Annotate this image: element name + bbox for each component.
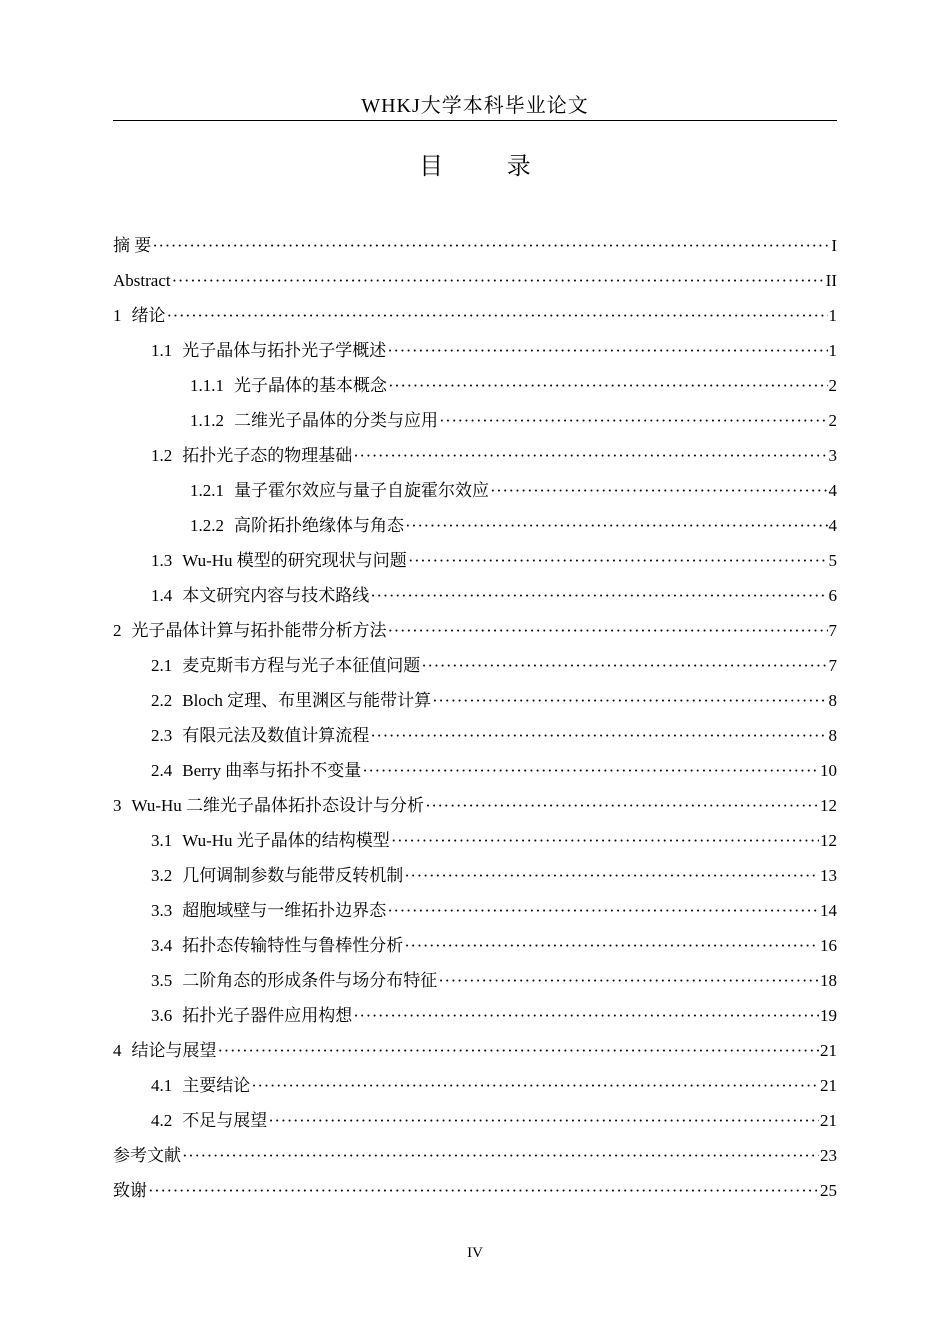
toc-dot-leader bbox=[353, 998, 819, 1033]
toc-dot-leader bbox=[353, 438, 827, 473]
toc-entry-page: 12 bbox=[820, 831, 837, 850]
toc-entry[interactable] bbox=[113, 438, 837, 473]
toc-entry[interactable] bbox=[113, 998, 837, 1033]
toc-entry-label: 拓扑光子态的物理基础 bbox=[182, 446, 353, 465]
toc-entry-page: 12 bbox=[820, 796, 837, 815]
toc-entry[interactable] bbox=[113, 1173, 837, 1208]
page-number: IV bbox=[467, 1245, 483, 1261]
toc-entry-label: 量子霍尔效应与量子自旋霍尔效应 bbox=[234, 481, 489, 500]
header-rule bbox=[113, 120, 837, 121]
toc-entry-number: 1.4 bbox=[151, 586, 173, 605]
toc-entry-page: 7 bbox=[828, 621, 837, 640]
toc-entry-page: 8 bbox=[828, 691, 837, 710]
toc-entry-label: 光子晶体计算与拓扑能带分析方法 bbox=[131, 621, 387, 640]
toc-entry-page: 7 bbox=[828, 656, 837, 675]
table-of-contents bbox=[113, 228, 837, 1208]
toc-entry-number: 2.3 bbox=[151, 726, 173, 745]
toc-entry[interactable] bbox=[113, 298, 837, 333]
toc-entry-number: 2.2 bbox=[151, 691, 173, 710]
toc-entry-number: 1.2.1 bbox=[190, 481, 224, 500]
toc-dot-leader bbox=[387, 333, 827, 368]
toc-entry[interactable] bbox=[113, 1033, 837, 1068]
toc-entry-label: Bloch 定理、布里渊区与能带计算 bbox=[182, 691, 432, 710]
toc-entry-page: 5 bbox=[828, 551, 837, 570]
toc-dot-leader bbox=[152, 228, 830, 263]
toc-entry-label: 光子晶体的基本概念 bbox=[234, 376, 387, 395]
toc-entry[interactable] bbox=[113, 473, 837, 508]
toc-entry-page: 1 bbox=[828, 306, 837, 325]
toc-entry-page: 2 bbox=[828, 376, 837, 395]
toc-entry[interactable] bbox=[113, 753, 837, 788]
toc-dot-leader bbox=[404, 858, 819, 893]
toc-entry-page: 1 bbox=[828, 341, 837, 360]
toc-dot-leader bbox=[405, 508, 828, 543]
toc-entry-number: 3.5 bbox=[151, 971, 173, 990]
toc-entry-label: 摘 要 bbox=[113, 236, 152, 255]
toc-dot-leader bbox=[408, 543, 828, 578]
toc-entry-page: 2 bbox=[828, 411, 837, 430]
toc-dot-leader bbox=[268, 1103, 819, 1138]
toc-entry-label: 结论与展望 bbox=[131, 1041, 217, 1060]
toc-entry[interactable] bbox=[113, 543, 837, 578]
toc-entry-page: 23 bbox=[820, 1146, 837, 1165]
toc-entry-number: 1.1 bbox=[151, 341, 173, 360]
toc-dot-leader bbox=[421, 648, 827, 683]
toc-dot-leader bbox=[432, 683, 827, 718]
toc-dot-leader bbox=[439, 403, 828, 438]
toc-entry-number: 3.3 bbox=[151, 901, 173, 920]
toc-entry-label: 拓扑光子器件应用构想 bbox=[182, 1006, 353, 1025]
toc-entry-number: 4.2 bbox=[151, 1111, 173, 1130]
toc-entry[interactable] bbox=[113, 648, 837, 683]
toc-dot-leader bbox=[388, 613, 828, 648]
toc-entry-label: 主要结论 bbox=[182, 1076, 251, 1095]
toc-entry[interactable] bbox=[113, 788, 837, 823]
toc-entry-label: 二维光子晶体的分类与应用 bbox=[234, 411, 438, 430]
toc-entry-page: 13 bbox=[820, 866, 837, 885]
toc-entry-number: 3.4 bbox=[151, 936, 173, 955]
toc-entry[interactable] bbox=[113, 1138, 837, 1173]
toc-entry-page: 10 bbox=[820, 761, 837, 780]
toc-entry-page: II bbox=[825, 271, 837, 290]
toc-entry[interactable] bbox=[113, 1103, 837, 1138]
toc-entry-page: 21 bbox=[820, 1041, 837, 1060]
toc-dot-leader bbox=[370, 718, 827, 753]
toc-entry[interactable] bbox=[113, 368, 837, 403]
toc-entry[interactable] bbox=[113, 333, 837, 368]
toc-entry-page: 6 bbox=[828, 586, 837, 605]
toc-entry-number: 3.6 bbox=[151, 1006, 173, 1025]
toc-dot-leader bbox=[148, 1173, 819, 1208]
toc-dot-leader bbox=[388, 368, 828, 403]
toc-entry-page: 19 bbox=[820, 1006, 837, 1025]
toc-dot-leader bbox=[391, 823, 819, 858]
toc-entry-number: 2.1 bbox=[151, 656, 173, 675]
toc-entry-number: 1.1.2 bbox=[190, 411, 224, 430]
toc-entry-page: 21 bbox=[820, 1111, 837, 1130]
toc-entry[interactable] bbox=[113, 928, 837, 963]
toc-entry-page: 8 bbox=[828, 726, 837, 745]
toc-entry[interactable] bbox=[113, 858, 837, 893]
toc-entry-label: Wu-Hu 模型的研究现状与问题 bbox=[182, 551, 407, 570]
toc-dot-leader bbox=[362, 753, 819, 788]
toc-entry-label: Abstract bbox=[113, 271, 171, 290]
toc-entry-label: 麦克斯韦方程与光子本征值问题 bbox=[182, 656, 421, 675]
toc-dot-leader bbox=[172, 263, 825, 298]
toc-entry[interactable] bbox=[113, 508, 837, 543]
toc-entry-label: 二阶角态的形成条件与场分布特征 bbox=[182, 971, 438, 990]
toc-entry-label: 绪论 bbox=[131, 306, 166, 325]
toc-entry-label: 参考文献 bbox=[113, 1146, 181, 1165]
toc-entry-label: 几何调制参数与能带反转机制 bbox=[182, 866, 404, 885]
toc-entry-page: 18 bbox=[820, 971, 837, 990]
toc-dot-leader bbox=[251, 1068, 819, 1103]
toc-dot-leader bbox=[404, 928, 819, 963]
toc-entry[interactable] bbox=[113, 963, 837, 998]
toc-entry-label: 拓扑态传输特性与鲁棒性分析 bbox=[182, 936, 404, 955]
toc-entry[interactable] bbox=[113, 1068, 837, 1103]
toc-entry-label: 本文研究内容与技术路线 bbox=[182, 586, 370, 605]
toc-entry-number: 4.1 bbox=[151, 1076, 173, 1095]
toc-entry[interactable] bbox=[113, 403, 837, 438]
toc-entry[interactable] bbox=[113, 683, 837, 718]
toc-entry-page: 14 bbox=[820, 901, 837, 920]
toc-entry-label: Berry 曲率与拓扑不变量 bbox=[182, 761, 362, 780]
toc-dot-leader bbox=[438, 963, 819, 998]
running-header: WHKJ大学本科毕业论文 bbox=[361, 95, 589, 117]
toc-entry-page: 21 bbox=[820, 1076, 837, 1095]
toc-entry-number: 1.2 bbox=[151, 446, 173, 465]
toc-entry-label: 致谢 bbox=[113, 1181, 147, 1200]
toc-entry-number: 3.2 bbox=[151, 866, 173, 885]
toc-entry[interactable] bbox=[113, 893, 837, 928]
toc-entry-label: 不足与展望 bbox=[182, 1111, 268, 1130]
toc-dot-leader bbox=[218, 1033, 820, 1068]
toc-entry-number: 2.4 bbox=[151, 761, 173, 780]
toc-entry-label: Wu-Hu 光子晶体的结构模型 bbox=[182, 831, 390, 850]
toc-entry-page: 16 bbox=[820, 936, 837, 955]
toc-entry[interactable] bbox=[113, 228, 837, 263]
toc-dot-leader bbox=[370, 578, 827, 613]
toc-entry[interactable] bbox=[113, 823, 837, 858]
toc-entry-number: 1 bbox=[113, 306, 122, 325]
toc-entry[interactable] bbox=[113, 718, 837, 753]
toc-entry[interactable] bbox=[113, 578, 837, 613]
toc-entry-number: 2 bbox=[113, 621, 122, 640]
toc-entry-number: 4 bbox=[113, 1041, 122, 1060]
toc-entry-label: 超胞域壁与一维拓扑边界态 bbox=[182, 901, 387, 920]
toc-dot-leader bbox=[425, 788, 819, 823]
toc-entry[interactable] bbox=[113, 263, 837, 298]
toc-dot-leader bbox=[387, 893, 819, 928]
toc-entry-label: 高阶拓扑绝缘体与角态 bbox=[234, 516, 404, 535]
toc-dot-leader bbox=[490, 473, 828, 508]
toc-entry-page: 4 bbox=[828, 516, 837, 535]
toc-entry-number: 3.1 bbox=[151, 831, 173, 850]
toc-entry-label: Wu-Hu 二维光子晶体拓扑态设计与分析 bbox=[131, 796, 425, 815]
toc-entry-label: 光子晶体与拓扑光子学概述 bbox=[182, 341, 387, 360]
toc-dot-leader bbox=[167, 298, 828, 333]
toc-title: 目 录 bbox=[419, 152, 559, 180]
toc-dot-leader bbox=[182, 1138, 819, 1173]
toc-entry[interactable] bbox=[113, 613, 837, 648]
toc-entry-number: 1.3 bbox=[151, 551, 173, 570]
toc-entry-number: 3 bbox=[113, 796, 122, 815]
toc-entry-page: I bbox=[831, 236, 837, 255]
toc-entry-page: 3 bbox=[828, 446, 837, 465]
toc-entry-number: 1.2.2 bbox=[190, 516, 224, 535]
toc-entry-number: 1.1.1 bbox=[190, 376, 224, 395]
toc-entry-label: 有限元法及数值计算流程 bbox=[182, 726, 370, 745]
toc-entry-page: 25 bbox=[820, 1181, 837, 1200]
toc-entry-page: 4 bbox=[828, 481, 837, 500]
